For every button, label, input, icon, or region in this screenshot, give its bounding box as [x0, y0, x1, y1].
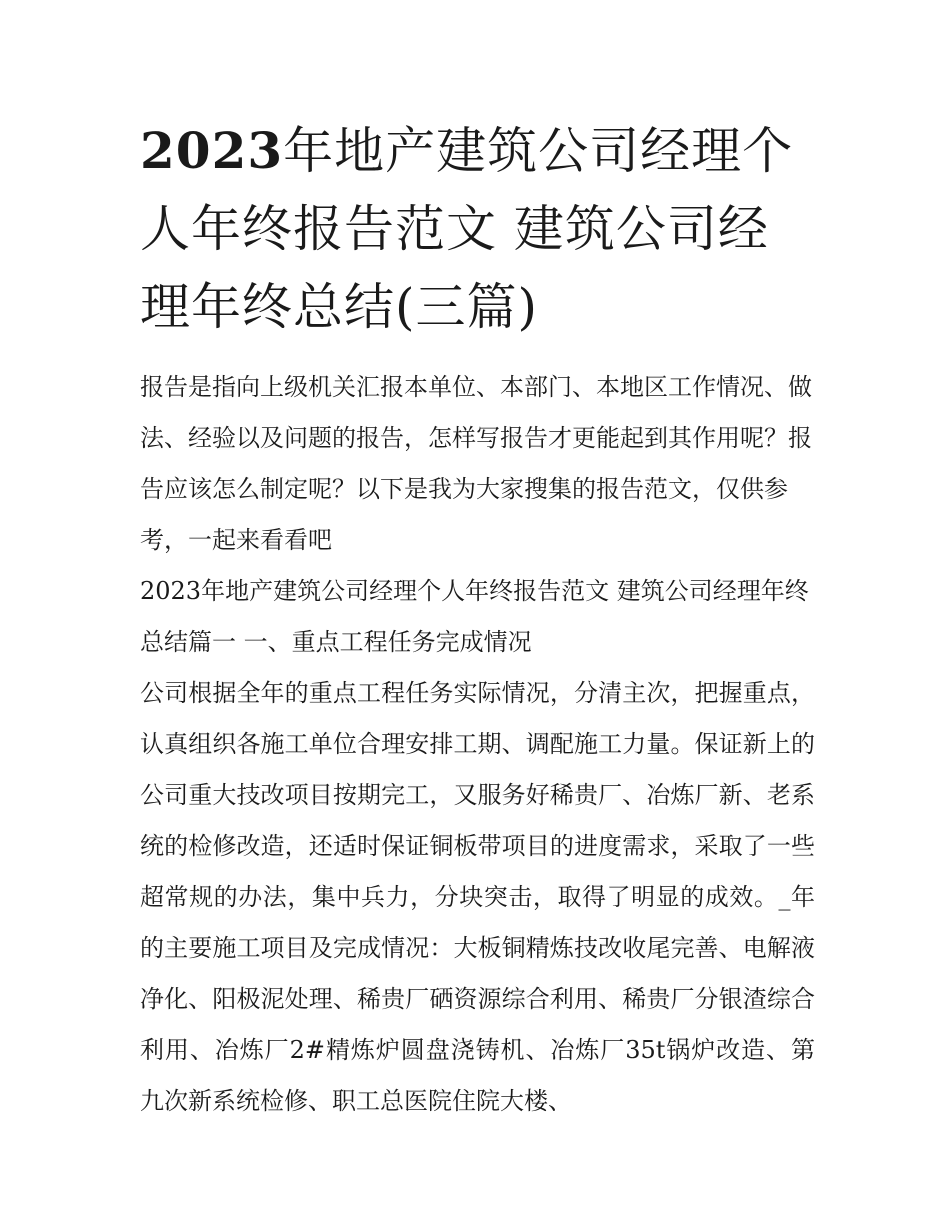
title-year: 2023 [140, 121, 284, 180]
title-text: 年地产建筑公司经理个人年终报告范文 建筑公司经理年终总结(三篇) [140, 122, 794, 336]
document-title [140, 112, 815, 346]
intro-paragraph: 报告是指向上级机关汇报本单位、本部门、本地区工作情况、做法、经验以及问题的报告，怎样写报告才更能起到其作用呢？报告应该怎么制定呢？以下是我为大家搜集的报告范文，仅供参考，一起来看看吧 [140, 373, 812, 554]
section-heading: 2023年地产建筑公司经理个人年终报告范文 建筑公司经理年终总结篇一 一、重点工程任务完成情况 [140, 577, 809, 656]
document-page [140, 112, 815, 1127]
body-paragraph: 公司根据全年的重点工程任务实际情况，分清主次，把握重点，认真组织各施工单位合理安排工期、调配施工力量。保证新上的公司重大技改项目按期完工，又服务好稀贵厂、冶炼厂新、老系统的检修改造，还适时保证铜板带项目的进度需求，采取了一些超常规的办法，集中兵力，分块突击，取得了明显的成效。_年的主要施工项目及完成情况：大板铜精炼技改收尾完善、电解液净化、阳极泥处理、稀贵厂硒资源综合利用、稀贵厂分银渣综合利用、冶炼厂2#精炼炉圆盘浇铸机、冶炼厂35t锅炉改造、第九次新系统检修、职工总医院住院大楼、 [140, 679, 815, 1115]
